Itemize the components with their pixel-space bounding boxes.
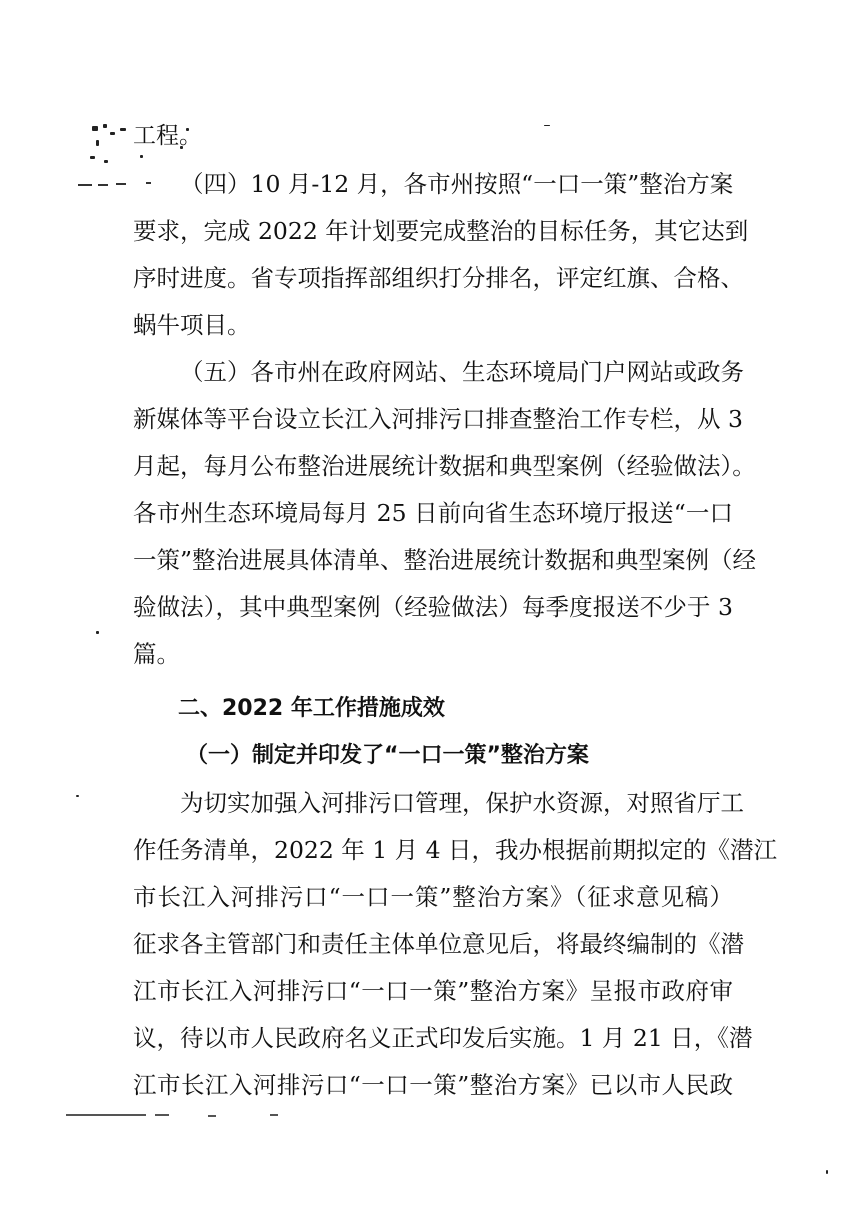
- paragraph-line: 要求，完成 2022 年计划要完成整治的目标任务，其它达到: [133, 217, 749, 245]
- top-fragment-text: 工程。: [133, 123, 202, 149]
- scan-noise: [90, 156, 95, 159]
- scan-noise: [98, 184, 108, 186]
- scan-noise: [270, 1114, 278, 1116]
- scan-noise: [146, 182, 151, 184]
- paragraph-line: 验做法），其中典型案例（经验做法）每季度报送不少于 3: [133, 593, 733, 621]
- paragraph-line: 蜗牛项目。: [133, 311, 251, 339]
- scan-noise: [92, 126, 98, 131]
- paragraph-line: 征求各主管部门和责任主体单位意见后，将最终编制的《潜: [133, 930, 744, 958]
- scan-noise: [78, 184, 92, 186]
- paragraph-line: （五）各市州在政府网站、生态环境局门户网站或政务: [180, 358, 744, 386]
- paragraph-line: 江市长江入河排污口“一口一策”整治方案》呈报市政府审: [133, 977, 733, 1005]
- paragraph-line: 议，待以市人民政府名义正式印发后实施。1 月 21 日，《潜: [133, 1024, 753, 1052]
- scan-noise: [826, 1170, 828, 1174]
- scan-noise: [140, 155, 143, 158]
- paragraph-line: 序时进度。省专项指挥部组织打分排名，评定红旗、合格、: [133, 264, 744, 292]
- paragraph-line: 为切实加强入河排污口管理，保护水资源，对照省厅工: [180, 789, 744, 817]
- paragraph-line: 各市州生态环境局每月 25 日前向省生态环境厅报送“一口: [133, 499, 733, 527]
- paragraph-line: 篇。: [133, 640, 180, 668]
- scan-noise: [208, 1115, 216, 1117]
- scan-noise: [110, 132, 115, 135]
- paragraph-line: 月起，每月公布整治进展统计数据和典型案例（经验做法）。: [133, 452, 756, 480]
- scan-noise: [544, 125, 550, 126]
- scan-noise: [96, 631, 99, 634]
- scan-noise: [76, 795, 79, 797]
- scan-noise: [155, 1114, 169, 1116]
- scan-noise: [103, 124, 107, 128]
- subsection-heading: （一）制定并印发了“一口一策”整治方案: [186, 743, 589, 768]
- paragraph-line: 一策”整治进展具体清单、整治进展统计数据和典型案例（经: [133, 546, 757, 574]
- scan-noise: [66, 1114, 146, 1116]
- paragraph-line: 江市长江入河排污口“一口一策”整治方案》已以市人民政: [133, 1071, 733, 1099]
- scan-noise: [120, 128, 126, 131]
- section-heading: 二、2022 年工作措施成效: [178, 696, 445, 721]
- scan-noise: [96, 140, 99, 146]
- paragraph-line: （四）10 月-12 月，各市州按照“一口一策”整治方案: [180, 170, 734, 198]
- scan-noise: [104, 160, 108, 163]
- scan-noise: [116, 183, 126, 185]
- paragraph-line: 作任务清单，2022 年 1 月 4 日，我办根据前期拟定的《潜江: [133, 836, 778, 864]
- paragraph-line: 市长江入河排污口“一口一策”整治方案》（征求意见稿）: [133, 883, 733, 911]
- paragraph-line: 新媒体等平台设立长江入河排污口排查整治工作专栏，从 3: [133, 405, 743, 433]
